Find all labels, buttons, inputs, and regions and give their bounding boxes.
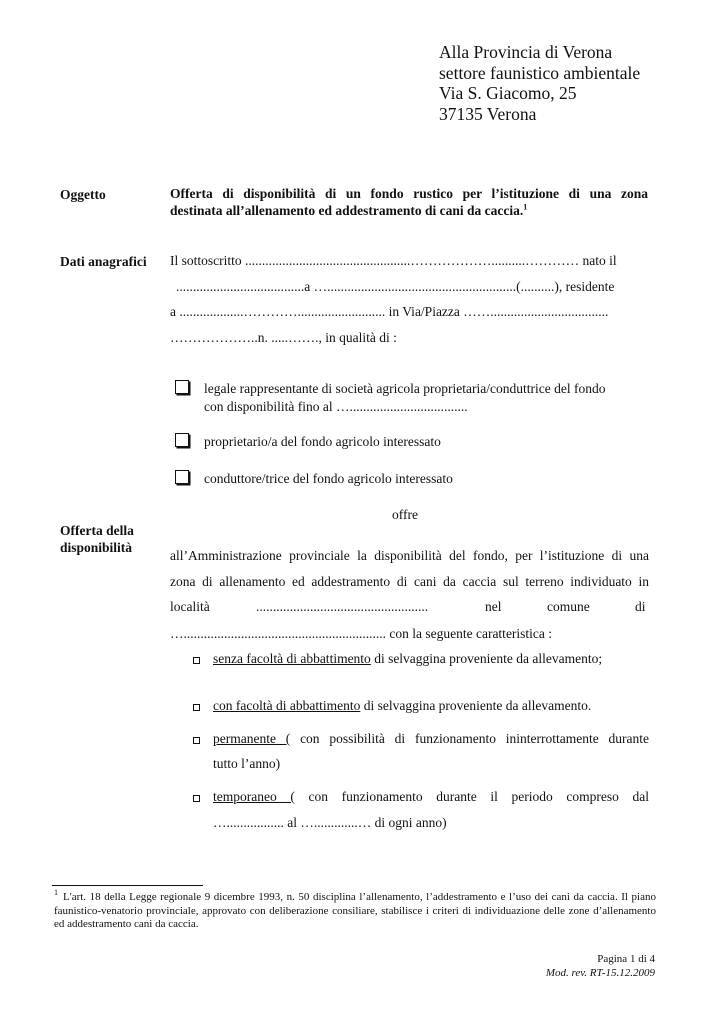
footnote-separator	[52, 885, 203, 886]
option-culling-underlined: con facoltà di abbattimento	[213, 698, 361, 713]
option-culling-rest: di selvaggina proveniente da allevamento.	[360, 698, 592, 713]
recipient-line-1: Alla Provincia di Verona	[439, 42, 613, 62]
option-no-culling-rest: di selvaggina proveniente da allevamento;	[370, 651, 603, 666]
option-temporary-underlined: temporaneo (	[213, 789, 295, 804]
page-number: Pagina 1 di 4	[597, 953, 655, 965]
personal-line-3: a ...................………….......................... in Via/Piazza ……...................................	[170, 304, 609, 319]
offer-label-line-2: disponibilità	[60, 540, 133, 555]
personal-line-4: ………………..n. .....……., in qualità di :	[170, 330, 397, 345]
role-checkbox-legal-rep[interactable]	[175, 380, 189, 394]
option-permanent-line-2: tutto l’anno)	[213, 756, 281, 771]
option-checkbox-temporary[interactable]	[193, 795, 200, 802]
offer-line-1: all’Amministrazione provinciale la disponibilità del fondo, per l’istituzione di una	[170, 548, 649, 563]
option-permanent-underlined: permanente (	[213, 731, 291, 746]
option-checkbox-culling[interactable]	[193, 704, 200, 711]
personal-line-1: Il sottoscritto .................................................………………..........………… nato il	[170, 253, 617, 268]
offer-line-3-di: di	[635, 599, 646, 614]
offer-heading: offre	[392, 507, 418, 522]
option-no-culling	[213, 651, 602, 667]
option-culling	[213, 698, 591, 714]
subject-line-2-text: destinata all’allenamento ed addestramento di cani da caccia.	[170, 203, 524, 218]
recipient-line-2: settore faunistico ambientale	[439, 62, 641, 83]
role-owner-label: proprietario/a del fondo agricolo interessato	[204, 434, 441, 449]
offer-line-3-nel: nel	[485, 599, 502, 614]
option-permanent	[213, 731, 649, 747]
option-temporary-rest: con funzionamento durante il periodo compreso dal	[294, 789, 649, 804]
offer-line-3-comune: comune	[547, 599, 590, 614]
subject-line-2	[170, 203, 527, 219]
offer-line-4: …............................................................ con la seguente caratteristica :	[170, 626, 553, 641]
footnote-mark: 1	[54, 888, 58, 898]
option-temporary-line-2: …................. al ….............… di ogni anno)	[213, 815, 447, 830]
personal-line-2: ......................................a …........................................................(..........), residente	[176, 279, 615, 294]
role-checkbox-tenant[interactable]	[175, 470, 189, 484]
recipient-line-3: Via S. Giacomo, 25	[439, 83, 577, 103]
option-permanent-rest: con possibilità di funzionamento ininterrottamente durante	[290, 731, 649, 746]
footnote	[54, 888, 656, 932]
subject-line-1: Offerta di disponibilità di un fondo rustico per l’istituzione di una zona	[170, 186, 648, 201]
role-tenant-label: conduttore/trice del fondo agricolo interessato	[204, 471, 453, 486]
subject-label: Oggetto	[60, 187, 106, 202]
option-no-culling-underlined: senza facoltà di abbattimento	[213, 651, 371, 666]
personal-data-label: Dati anagrafici	[60, 254, 147, 269]
offer-line-3-dots: ...................................................	[256, 599, 429, 614]
subject-footnote-ref: 1	[523, 202, 528, 212]
role-legal-rep-line-2: con disponibilità fino al …...................................	[204, 399, 468, 414]
recipient-line-4: 37135 Verona	[439, 103, 537, 124]
option-temporary	[213, 789, 649, 805]
option-checkbox-no-culling[interactable]	[193, 657, 200, 664]
role-legal-rep-line-1: legale rappresentante di società agricola proprietaria/conduttrice del fondo	[204, 381, 606, 396]
footnote-text: L'art. 18 della Legge regionale 9 dicembre 1993, n. 50 disciplina l’allenamento, l’addestramento e l’uso dei cani da caccia. Il piano faunistico-venatorio provinciale, approvato con deliberazione consiliare, stabilisce i criteri di individuazione delle zone d’allenamento ed addestramento cani da caccia.	[54, 891, 656, 930]
option-checkbox-permanent[interactable]	[193, 737, 200, 744]
model-revision: Mod. rev. RT-15.12.2009	[545, 967, 655, 979]
role-checkbox-owner[interactable]	[175, 433, 189, 447]
offer-line-3-locality: località	[170, 599, 210, 614]
offer-label-line-1: Offerta della	[60, 523, 134, 538]
recipient-address	[439, 42, 640, 124]
offer-line-2: zona di allenamento ed addestramento di cani da caccia sul terreno individuato in	[170, 574, 649, 589]
